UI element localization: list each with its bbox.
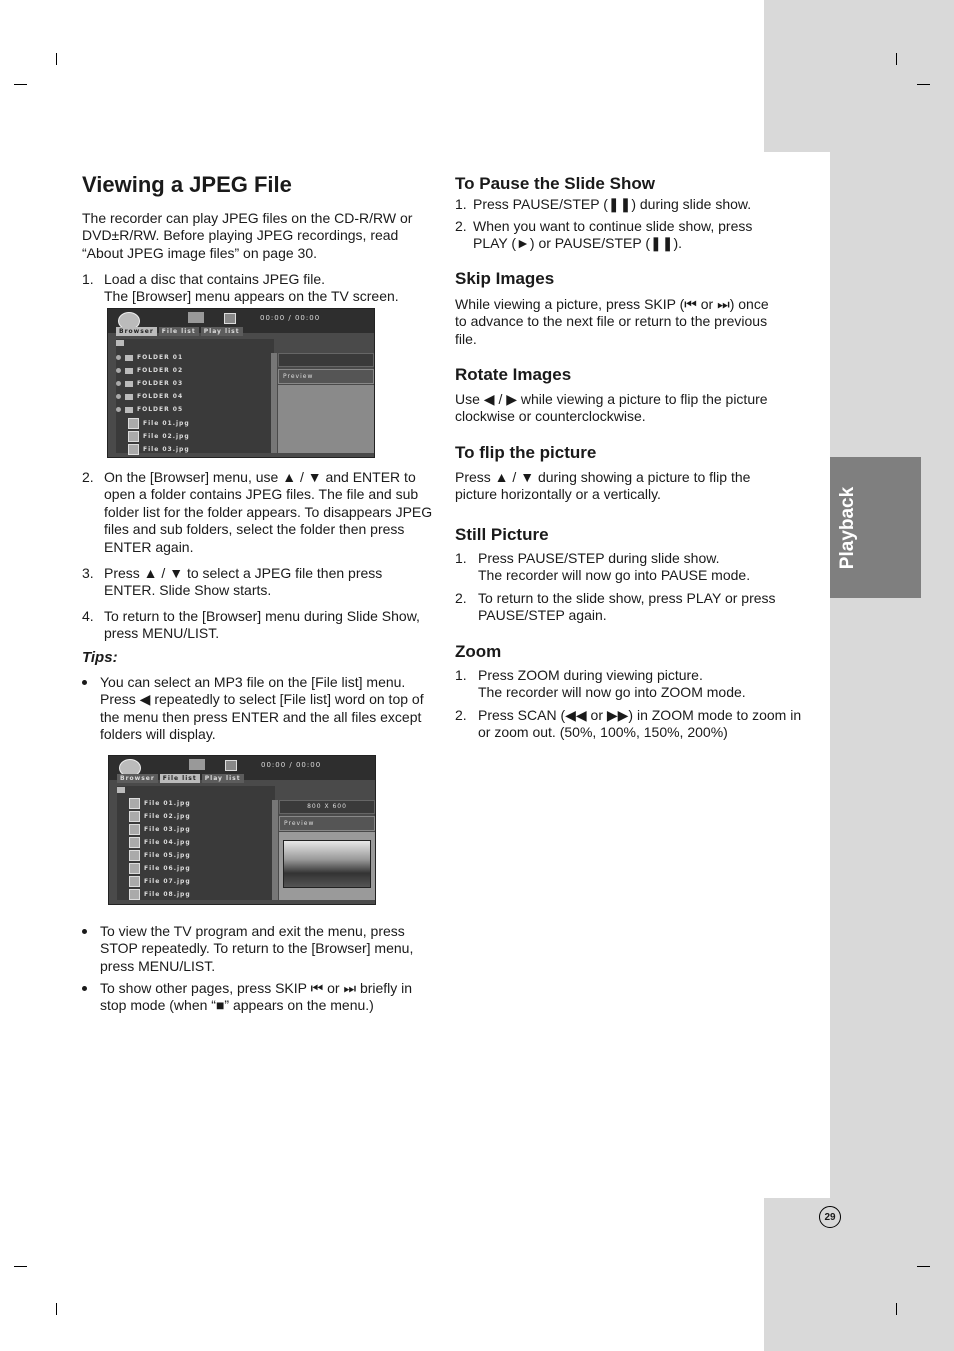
folder-icon	[116, 340, 124, 346]
browser-menu-screenshot	[107, 308, 375, 458]
side-panel-bottom	[764, 1198, 954, 1351]
list-item: FOLDER 02	[116, 367, 183, 374]
jpeg-file-icon	[129, 798, 140, 809]
list-item: FOLDER 05	[116, 406, 183, 413]
pause-heading: To Pause the Slide Show	[455, 174, 655, 193]
preview-label: Preview	[279, 816, 375, 831]
folder-icon	[125, 407, 133, 413]
tab-file-list: File list	[159, 327, 199, 336]
list-item: File 03.jpg	[128, 444, 190, 455]
crop-mark	[896, 1303, 897, 1315]
skip-text: While viewing a picture, press SKIP (⏮ or ⏭) once to advance to the next file or return to the previous file.	[455, 296, 769, 347]
rotate-text: Use ◀ / ▶ while viewing a picture to flip the picture clockwise or counterclockwise.	[455, 391, 768, 425]
list-item: File 02.jpg	[129, 811, 191, 822]
list-item: File 06.jpg	[129, 863, 191, 874]
skip-heading: Skip Images	[455, 269, 555, 288]
crop-mark	[896, 53, 897, 65]
tips-heading: Tips:	[82, 649, 118, 666]
folder-icon	[125, 355, 133, 361]
list-item: FOLDER 04	[116, 393, 183, 400]
cd-icon	[189, 759, 205, 770]
side-panel-top	[764, 0, 954, 152]
page-number: 29	[819, 1206, 841, 1228]
still-heading: Still Picture	[455, 525, 549, 544]
list-scrollbar	[272, 800, 278, 900]
crop-mark	[917, 84, 930, 85]
flip-text: Press ▲ / ▼ during showing a picture to flip the picture horizontally or a vertically.	[455, 469, 751, 503]
file-list-screenshot	[108, 755, 376, 905]
list-scrollbar	[271, 353, 277, 453]
jpeg-file-icon	[129, 824, 140, 835]
section-tab-label: Playback	[837, 486, 858, 569]
jpeg-file-icon	[129, 811, 140, 822]
folder-icon	[125, 368, 133, 374]
jpeg-file-icon	[129, 863, 140, 874]
crop-mark	[56, 1303, 57, 1315]
zoom-heading: Zoom	[455, 642, 502, 661]
crop-mark	[56, 53, 57, 65]
flip-heading: To flip the picture	[455, 443, 597, 462]
intro-paragraph: The recorder can play JPEG files on the CD-R/RW or DVD±R/RW. Before playing JPEG recordings, read “About JPEG image files” on page 30.	[82, 210, 413, 261]
page-title: Viewing a JPEG File	[82, 172, 292, 197]
cd-icon	[188, 312, 204, 323]
list-item: File 05.jpg	[129, 850, 191, 861]
jpeg-file-icon	[128, 431, 139, 442]
time-display: 00:00 / 00:00	[260, 314, 321, 322]
jpeg-file-icon	[129, 876, 140, 887]
list-item: File 01.jpg	[128, 418, 190, 429]
crop-mark	[917, 1266, 930, 1267]
preview-photo	[283, 840, 371, 888]
list-item: File 04.jpg	[129, 837, 191, 848]
jpeg-file-icon	[129, 850, 140, 861]
jpeg-file-icon	[128, 444, 139, 455]
tab-play-list: Play list	[202, 774, 244, 783]
bullet	[82, 986, 87, 991]
tab-file-list: File list	[160, 774, 200, 783]
folder-icon	[117, 787, 125, 793]
list-item: File 07.jpg	[129, 876, 191, 887]
jpeg-file-icon	[129, 837, 140, 848]
list-item: File 08.jpg	[129, 889, 191, 900]
bullet	[82, 680, 87, 685]
list-item: File 01.jpg	[129, 798, 191, 809]
tab-browser: Browser	[117, 774, 158, 783]
bullet	[82, 929, 87, 934]
tab-browser: Browser	[116, 327, 157, 336]
list-item: File 02.jpg	[128, 431, 190, 442]
list-item: FOLDER 01	[116, 354, 183, 361]
list-item	[117, 787, 125, 793]
side-panel-right	[830, 152, 954, 1198]
jpeg-file-icon	[129, 889, 140, 900]
jpeg-file-icon	[128, 418, 139, 429]
folder-icon	[125, 381, 133, 387]
crop-mark	[14, 1266, 27, 1267]
rotate-heading: Rotate Images	[455, 365, 572, 384]
stop-icon	[224, 313, 236, 324]
folder-icon	[125, 394, 133, 400]
list-item: FOLDER 03	[116, 380, 183, 387]
tab-play-list: Play list	[201, 327, 243, 336]
preview-label: Preview	[278, 369, 374, 384]
list-item: File 03.jpg	[129, 824, 191, 835]
resolution-display: 800 X 600	[279, 800, 375, 814]
time-display: 00:00 / 00:00	[261, 761, 322, 769]
stop-icon	[225, 760, 237, 771]
crop-mark	[14, 84, 27, 85]
list-item	[116, 340, 124, 346]
